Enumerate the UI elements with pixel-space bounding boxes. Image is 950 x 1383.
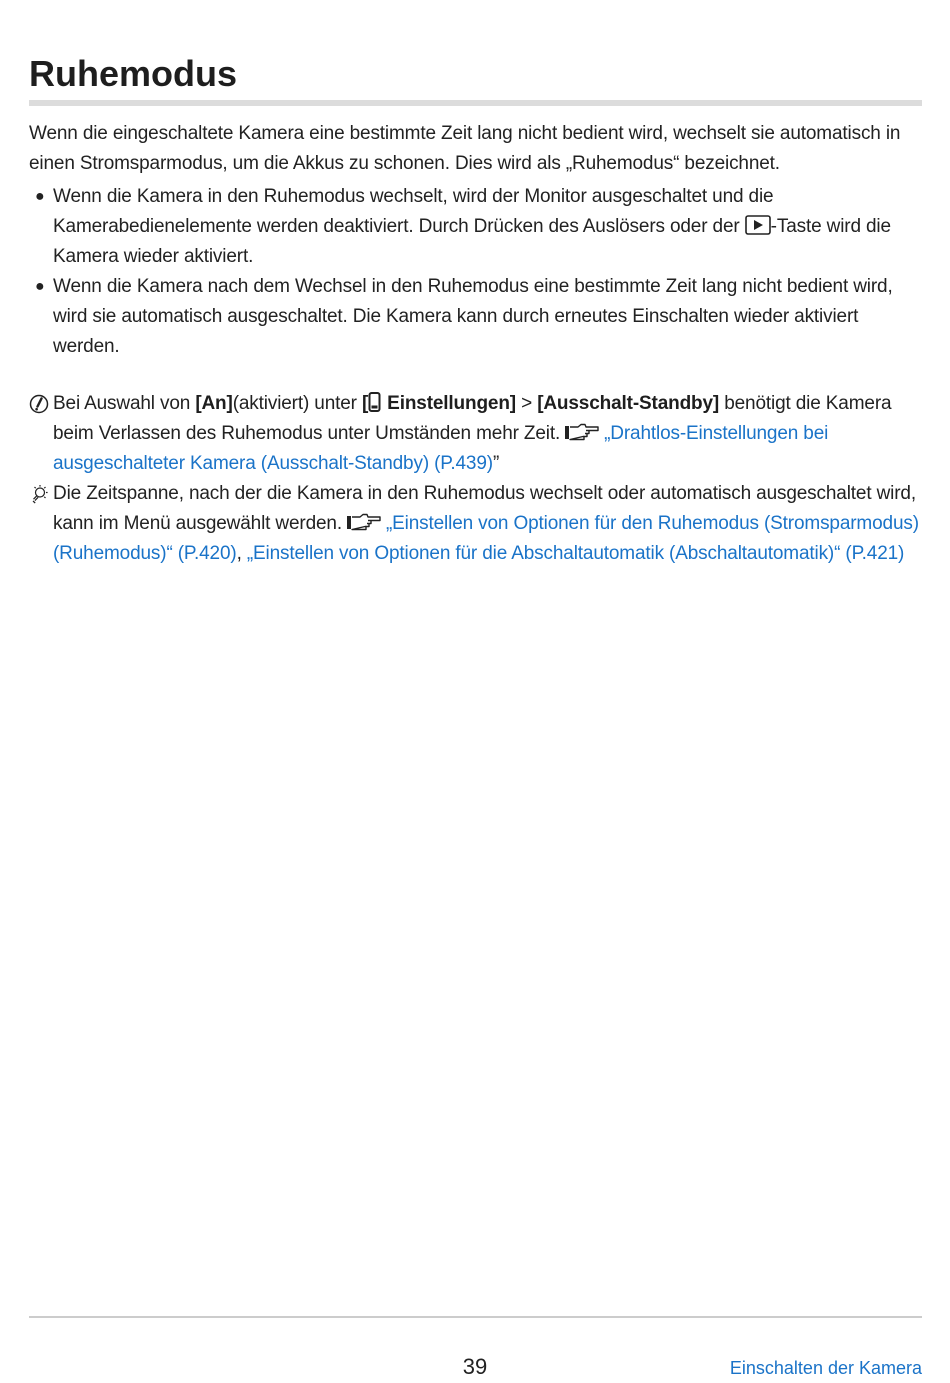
link-ruhemodus-optionen[interactable]: „Einstellen von Optionen für den Ruhemodus (Stromsparmodus) (Ruhemodus)“ (P.420) — [53, 513, 919, 564]
bullet-text-before: Wenn die Kamera in den Ruhemodus wechselt, wird der Monitor ausgeschaltet und die Kamerabedienelemente werden deaktiviert. Durch Drücken des Auslösers oder der — [53, 186, 774, 237]
caution-bold-settings: Einstellungen] — [387, 393, 516, 414]
caution-note — [29, 389, 924, 479]
bullet-item-2 — [29, 272, 924, 362]
phone-icon — [368, 392, 381, 412]
bullet-list — [29, 182, 924, 362]
link-abschaltautomatik-optionen[interactable]: „Einstellen von Optionen für die Abschaltautomatik (Abschaltautomatik)“ (P.421) — [246, 543, 905, 564]
tip-separator: , — [236, 543, 247, 564]
reference-hand-icon — [346, 513, 382, 531]
caution-bold-settings-open: [ — [361, 393, 369, 414]
caution-text-4: benötigt die Kamera beim Verlassen des Ruhemodus unter Umständen mehr Zeit. — [53, 393, 892, 444]
bullet-dot-icon: ● — [35, 278, 45, 295]
link-drahtlos-einstellungen[interactable]: „Drahtlos-Einstellungen bei ausgeschalteter Kamera (Ausschalt-Standby) (P.439) — [53, 423, 829, 474]
tip-note — [29, 479, 924, 569]
tip-text: Die Zeitspanne, nach der die Kamera in den Ruhemodus wechselt oder automatisch ausgeschaltet wird, kann im Menü ausgewählt werden. — [53, 483, 916, 534]
caution-closing-quote: ” — [492, 453, 500, 474]
bullet-text-after: -Taste wird die Kamera wieder aktiviert. — [53, 216, 891, 267]
tip-lightbulb-icon — [29, 484, 49, 504]
page-number: 39 — [462, 1354, 488, 1379]
caution-bold-on: [An] — [195, 393, 233, 414]
reference-hand-icon — [564, 423, 600, 441]
bullet-item-1 — [29, 182, 924, 272]
bullet-text: Wenn die Kamera nach dem Wechsel in den Ruhemodus eine bestimmte Zeit lang nicht bedient wird, wird sie automatisch ausgeschaltet. Die Kamera kann durch erneutes Einschalten wieder aktiviert werden. — [53, 276, 893, 357]
footer-section-link[interactable]: Einschalten der Kamera — [729, 1358, 922, 1378]
caution-icon — [29, 394, 49, 414]
content — [29, 119, 924, 569]
page-title: Ruhemodus — [29, 53, 238, 94]
intro-paragraph: Wenn die eingeschaltete Kamera eine bestimmte Zeit lang nicht bedient wird, wechselt sie automatisch in einen Stromsparmodus, um die Akkus zu schonen. Dies wird als „Ruhemodus“ bezeichnet. — [29, 123, 901, 174]
caution-text-3: > — [515, 393, 538, 414]
bullet-dot-icon: ● — [35, 188, 45, 205]
caution-bold-standby: [Ausschalt-Standby] — [537, 393, 720, 414]
title-rule — [29, 100, 922, 106]
caution-text-1: Bei Auswahl von — [53, 393, 196, 414]
caution-text-2: (aktiviert) unter — [232, 393, 362, 414]
footer-rule — [29, 1316, 922, 1318]
play-button-icon — [745, 215, 771, 235]
